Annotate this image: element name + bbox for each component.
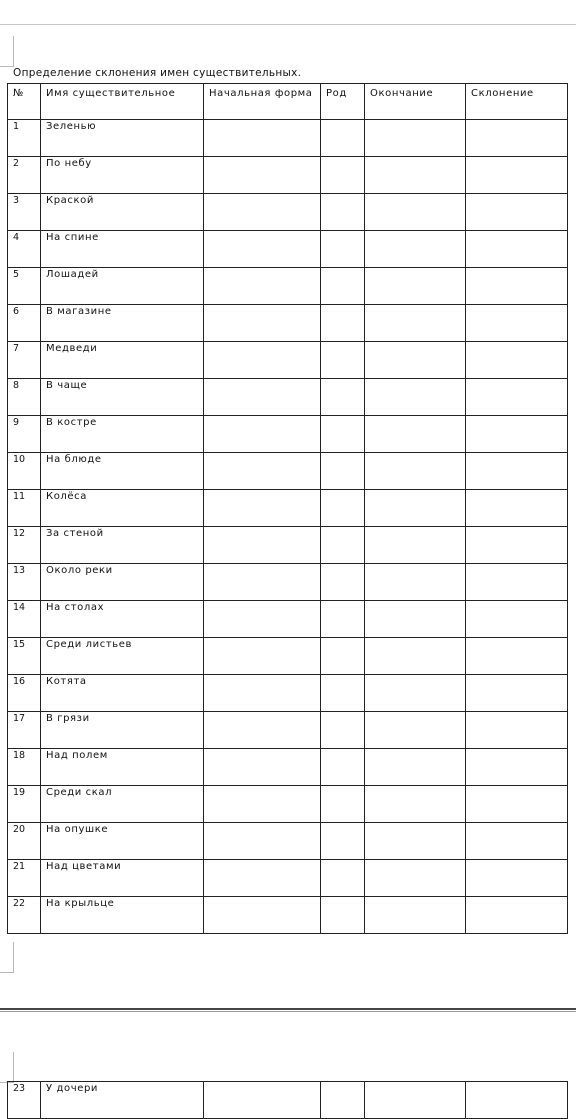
row-gender[interactable] [321, 416, 365, 453]
row-gender[interactable] [321, 749, 365, 786]
row-gender[interactable] [321, 712, 365, 749]
row-initial-form[interactable] [204, 157, 321, 194]
page-top-rule [0, 24, 576, 25]
row-ending[interactable] [365, 490, 466, 527]
table-row [8, 897, 568, 934]
page-corner-mark [0, 942, 14, 973]
row-noun: Лошадей [41, 268, 204, 305]
row-initial-form[interactable] [204, 231, 321, 268]
row-noun: За стеной [41, 527, 204, 564]
row-noun: Над цветами [41, 860, 204, 897]
table-row [8, 527, 568, 564]
table-row [8, 157, 568, 194]
table-row [8, 860, 568, 897]
row-initial-form[interactable] [204, 268, 321, 305]
row-ending[interactable] [365, 638, 466, 675]
row-gender[interactable] [321, 860, 365, 897]
header-ending: Окончание [365, 84, 466, 120]
row-ending[interactable] [365, 527, 466, 564]
row-number: 7 [8, 342, 41, 379]
row-declension[interactable] [466, 305, 568, 342]
row-gender[interactable] [321, 305, 365, 342]
row-ending[interactable] [365, 305, 466, 342]
row-noun: На блюде [41, 453, 204, 490]
row-initial-form[interactable] [204, 675, 321, 712]
row-ending[interactable] [365, 120, 466, 157]
row-gender[interactable] [321, 453, 365, 490]
row-initial-form[interactable] [204, 564, 321, 601]
row-ending[interactable] [365, 157, 466, 194]
page-corner-mark [0, 1052, 14, 1083]
row-initial-form[interactable] [204, 1082, 321, 1119]
row-number: 15 [8, 638, 41, 675]
row-ending[interactable] [365, 268, 466, 305]
row-initial-form[interactable] [204, 120, 321, 157]
row-number: 18 [8, 749, 41, 786]
row-initial-form[interactable] [204, 860, 321, 897]
table-row [8, 675, 568, 712]
row-gender[interactable] [321, 601, 365, 638]
row-number: 23 [8, 1082, 41, 1119]
row-initial-form[interactable] [204, 601, 321, 638]
row-declension[interactable] [466, 157, 568, 194]
row-noun: В костре [41, 416, 204, 453]
row-noun: Среди скал [41, 786, 204, 823]
row-declension[interactable] [466, 675, 568, 712]
row-initial-form[interactable] [204, 823, 321, 860]
table-row [8, 194, 568, 231]
row-gender[interactable] [321, 675, 365, 712]
table-row [8, 490, 568, 527]
row-initial-form[interactable] [204, 379, 321, 416]
row-gender[interactable] [321, 564, 365, 601]
row-noun: Над полем [41, 749, 204, 786]
row-declension[interactable] [466, 379, 568, 416]
row-declension[interactable] [466, 860, 568, 897]
table-row [8, 231, 568, 268]
row-number: 22 [8, 897, 41, 934]
row-number: 5 [8, 268, 41, 305]
row-noun: Среди листьев [41, 638, 204, 675]
row-declension[interactable] [466, 1082, 568, 1119]
row-ending[interactable] [365, 860, 466, 897]
table-row [8, 379, 568, 416]
row-initial-form[interactable] [204, 342, 321, 379]
row-number: 12 [8, 527, 41, 564]
row-initial-form[interactable] [204, 897, 321, 934]
row-noun: На опушке [41, 823, 204, 860]
row-number: 6 [8, 305, 41, 342]
row-noun: Около реки [41, 564, 204, 601]
row-initial-form[interactable] [204, 638, 321, 675]
row-number: 17 [8, 712, 41, 749]
row-noun: Краской [41, 194, 204, 231]
row-number: 1 [8, 120, 41, 157]
row-declension[interactable] [466, 823, 568, 860]
row-ending[interactable] [365, 453, 466, 490]
row-gender[interactable] [321, 379, 365, 416]
row-declension[interactable] [466, 527, 568, 564]
header-initial-form: Начальная форма [204, 84, 321, 120]
row-noun: Колёса [41, 490, 204, 527]
row-initial-form[interactable] [204, 527, 321, 564]
table-row [8, 268, 568, 305]
row-noun: На спине [41, 231, 204, 268]
row-declension[interactable] [466, 194, 568, 231]
row-gender[interactable] [321, 527, 365, 564]
row-gender[interactable] [321, 157, 365, 194]
header-declension: Склонение [466, 84, 568, 120]
table-row [8, 786, 568, 823]
table-row [8, 564, 568, 601]
row-gender[interactable] [321, 194, 365, 231]
page-break [0, 1008, 576, 1012]
row-declension[interactable] [466, 712, 568, 749]
row-declension[interactable] [466, 601, 568, 638]
row-ending[interactable] [365, 712, 466, 749]
table-row [8, 342, 568, 379]
row-declension[interactable] [466, 231, 568, 268]
row-number: 13 [8, 564, 41, 601]
header-gender: Род [321, 84, 365, 120]
row-ending[interactable] [365, 564, 466, 601]
row-number: 19 [8, 786, 41, 823]
row-ending[interactable] [365, 601, 466, 638]
table-row [8, 416, 568, 453]
page-corner-mark [0, 36, 14, 67]
row-ending[interactable] [365, 231, 466, 268]
row-ending[interactable] [365, 749, 466, 786]
table-row [8, 749, 568, 786]
row-noun: В грязи [41, 712, 204, 749]
row-gender[interactable] [321, 823, 365, 860]
row-ending[interactable] [365, 416, 466, 453]
row-noun: Котята [41, 675, 204, 712]
row-noun: Медведи [41, 342, 204, 379]
table-row [8, 120, 568, 157]
row-noun: В магазине [41, 305, 204, 342]
table-row [8, 305, 568, 342]
row-number: 11 [8, 490, 41, 527]
row-declension[interactable] [466, 268, 568, 305]
row-number: 3 [8, 194, 41, 231]
declension-table [7, 83, 568, 934]
row-ending[interactable] [365, 823, 466, 860]
row-initial-form[interactable] [204, 749, 321, 786]
row-ending[interactable] [365, 786, 466, 823]
row-noun: Зеленью [41, 120, 204, 157]
row-gender[interactable] [321, 638, 365, 675]
row-gender[interactable] [321, 490, 365, 527]
row-ending[interactable] [365, 1082, 466, 1119]
header-number: № [8, 84, 41, 120]
row-noun: У дочери [41, 1082, 204, 1119]
row-noun: По небу [41, 157, 204, 194]
row-number: 2 [8, 157, 41, 194]
table-row [8, 638, 568, 675]
header-noun: Имя существительное [41, 84, 204, 120]
row-number: 4 [8, 231, 41, 268]
row-number: 20 [8, 823, 41, 860]
row-declension[interactable] [466, 416, 568, 453]
row-declension[interactable] [466, 453, 568, 490]
row-declension[interactable] [466, 749, 568, 786]
row-initial-form[interactable] [204, 305, 321, 342]
row-noun: В чаще [41, 379, 204, 416]
row-initial-form[interactable] [204, 712, 321, 749]
row-declension[interactable] [466, 638, 568, 675]
row-gender[interactable] [321, 342, 365, 379]
row-gender[interactable] [321, 1082, 365, 1119]
row-number: 14 [8, 601, 41, 638]
row-initial-form[interactable] [204, 786, 321, 823]
row-declension[interactable] [466, 564, 568, 601]
row-initial-form[interactable] [204, 453, 321, 490]
row-number: 8 [8, 379, 41, 416]
row-ending[interactable] [365, 897, 466, 934]
row-gender[interactable] [321, 897, 365, 934]
table-row [8, 601, 568, 638]
table-row [8, 712, 568, 749]
row-declension[interactable] [466, 490, 568, 527]
row-initial-form[interactable] [204, 490, 321, 527]
declension-table-continued [7, 1081, 568, 1119]
row-number: 9 [8, 416, 41, 453]
table-header-row [8, 84, 568, 120]
row-declension[interactable] [466, 786, 568, 823]
table-row [8, 453, 568, 490]
row-gender[interactable] [321, 120, 365, 157]
page-title: Определение склонения имен существительных. [13, 67, 302, 79]
row-gender[interactable] [321, 268, 365, 305]
row-number: 21 [8, 860, 41, 897]
table-row [8, 823, 568, 860]
row-ending[interactable] [365, 675, 466, 712]
row-declension[interactable] [466, 897, 568, 934]
row-number: 16 [8, 675, 41, 712]
row-ending[interactable] [365, 342, 466, 379]
row-initial-form[interactable] [204, 416, 321, 453]
table-row [8, 1082, 568, 1119]
row-declension[interactable] [466, 342, 568, 379]
row-noun: На столах [41, 601, 204, 638]
row-initial-form[interactable] [204, 194, 321, 231]
row-noun: На крыльце [41, 897, 204, 934]
row-ending[interactable] [365, 379, 466, 416]
row-declension[interactable] [466, 120, 568, 157]
row-number: 10 [8, 453, 41, 490]
row-gender[interactable] [321, 786, 365, 823]
row-ending[interactable] [365, 194, 466, 231]
row-gender[interactable] [321, 231, 365, 268]
